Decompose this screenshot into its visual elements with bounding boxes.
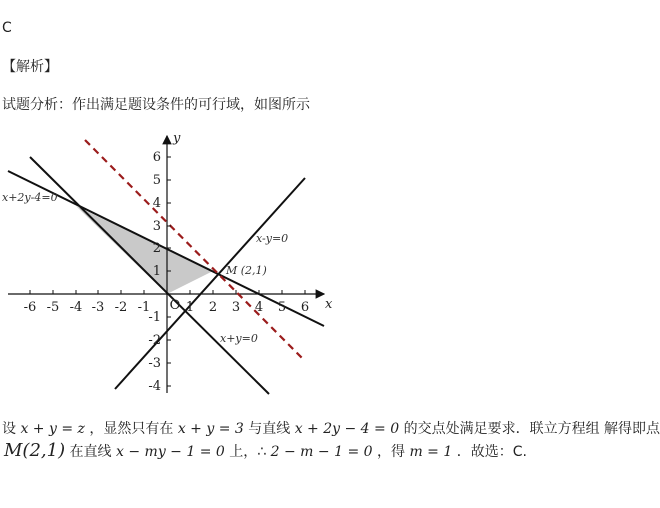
y-tick-label: -1 bbox=[148, 310, 161, 325]
feasible-region-graph bbox=[0, 128, 340, 396]
equation: m = 1 bbox=[409, 444, 453, 460]
y-tick-label: -3 bbox=[148, 356, 161, 371]
line-x-minus-y bbox=[115, 178, 305, 389]
equation: x − my − 1 = 0 bbox=[116, 444, 225, 460]
point-m-label: M (2,1) bbox=[226, 264, 267, 277]
line3-label: x+y=0 bbox=[220, 332, 258, 345]
y-tick-label: 2 bbox=[152, 241, 161, 256]
y-tick-label: -4 bbox=[148, 379, 161, 394]
equation: x + 2y − 4 = 0 bbox=[294, 421, 400, 437]
x-tick-label: -2 bbox=[114, 300, 128, 315]
x-tick-label: 1 bbox=[185, 300, 195, 315]
section-title: 【解析】 bbox=[2, 59, 58, 75]
intro-text: 试题分析：作出满足题设条件的可行域，如图所示 bbox=[2, 97, 310, 113]
x-tick-label: -6 bbox=[23, 300, 37, 315]
x-tick-label: -1 bbox=[137, 300, 151, 315]
y-tick-label: 3 bbox=[152, 219, 161, 234]
x-tick-label: -5 bbox=[46, 300, 60, 315]
text-segment: 上，∴ bbox=[229, 444, 267, 460]
x-tick-label: 6 bbox=[300, 300, 310, 315]
text-segment: 在直线 bbox=[69, 444, 112, 460]
text-segment: 与直线 bbox=[248, 421, 291, 437]
x-tick-label: -3 bbox=[91, 300, 105, 315]
y-tick-label: 6 bbox=[152, 150, 161, 165]
equation: 2 − m − 1 = 0 bbox=[270, 444, 373, 460]
x-tick-label: 4 bbox=[254, 300, 264, 315]
text-segment: 设 bbox=[2, 421, 16, 437]
origin-label: O bbox=[169, 298, 181, 313]
answer-letter: C bbox=[2, 20, 12, 36]
x-tick-label: -4 bbox=[69, 300, 83, 315]
solution-line-1 bbox=[2, 418, 660, 438]
y-axis-label: y bbox=[173, 131, 181, 146]
solution-line-2 bbox=[4, 440, 527, 461]
point-m: M(2,1) bbox=[4, 440, 66, 461]
y-tick-label: 1 bbox=[152, 264, 161, 279]
y-tick-label: 4 bbox=[152, 196, 161, 211]
feasible-region bbox=[76, 206, 213, 294]
text-segment: ．故选：C. bbox=[456, 444, 527, 460]
objective-line bbox=[85, 140, 305, 361]
y-tick-label: -2 bbox=[148, 333, 161, 348]
equation: x + y = z bbox=[20, 421, 85, 437]
x-tick-label: 5 bbox=[277, 300, 287, 315]
text-segment: 的交点处满足要求．联立方程组 解得即点 bbox=[403, 421, 660, 437]
x-axis-label: x bbox=[325, 297, 333, 312]
line2-label: x-y=0 bbox=[256, 232, 289, 245]
text-segment: ，显然只有在 bbox=[89, 421, 174, 437]
y-tick-label: 5 bbox=[152, 173, 161, 188]
x-tick-label: 3 bbox=[231, 300, 241, 315]
equation: x + y = 3 bbox=[177, 421, 244, 437]
text-segment: ，得 bbox=[376, 444, 405, 460]
x-tick-label: 2 bbox=[208, 300, 218, 315]
line1-label: x+2y-4=0 bbox=[2, 191, 58, 204]
